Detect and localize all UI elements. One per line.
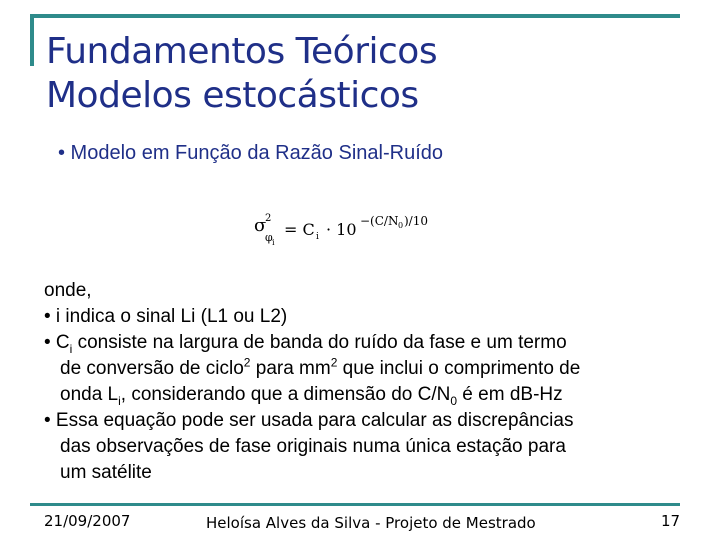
bullet-signal: • i indica o sinal Li (L1 ou L2) xyxy=(44,306,288,327)
bullet-equation-use-line2: das observações de fase originais numa única estação para xyxy=(60,436,566,457)
page-number: 17 xyxy=(661,512,681,530)
bullet-equation-use: • Essa equação pode ser usada para calcular as discrepâncias xyxy=(44,410,574,431)
formula xyxy=(252,207,442,255)
bullet-ci-line3 xyxy=(44,382,684,408)
frame-top-border xyxy=(30,14,680,18)
slide-title xyxy=(46,30,437,118)
bullet-ci-line2 xyxy=(44,356,684,382)
formula-sigma: σ xyxy=(254,215,267,236)
bullet-ci-l2-mid: para mm xyxy=(250,358,331,379)
title-line-2: Modelos estocásticos xyxy=(46,75,419,116)
bullet-ci-l3-post: é em dB-Hz xyxy=(457,384,563,405)
footer-author: Heloísa Alves da Silva - Projeto de Mestrado xyxy=(206,514,536,532)
frame-left-border xyxy=(30,14,34,66)
onde-label: onde, xyxy=(44,280,92,301)
bullet-equation-use-line3: um satélite xyxy=(60,462,152,483)
formula-phi-sub: i xyxy=(272,238,275,247)
formula-phi: φ xyxy=(265,231,273,244)
formula-equals-c: = C xyxy=(284,220,315,239)
formula-c-sub: i xyxy=(316,232,319,242)
bullet-ci-l3-mid: , considerando que a dimensão do C/N xyxy=(120,384,451,405)
bullet-ci-sub: i xyxy=(69,341,73,356)
bullet-ci-l2-sup2: 2 xyxy=(330,355,338,370)
bullet-ci-l2-post: que inclui o comprimento de xyxy=(337,358,581,379)
bullet-ci-l2-sup1: 2 xyxy=(243,355,251,370)
footer-date: 21/09/2007 xyxy=(44,512,131,530)
formula-dot-ten: · 10 xyxy=(326,220,357,239)
frame-bottom-border xyxy=(30,503,680,506)
bullet-ci-l3-pre: onda L xyxy=(60,384,119,405)
bullet-ci-l2-pre: de conversão de ciclo xyxy=(60,358,244,379)
formula-exponent-tail: )/10 xyxy=(404,214,428,228)
formula-exp2: 2 xyxy=(265,213,272,224)
bullet-ci xyxy=(44,330,684,356)
subtitle-bullet: • Modelo em Função da Razão Sinal-Ruído xyxy=(58,142,443,164)
bullet-ci-pre: • C xyxy=(44,332,70,353)
formula-exponent-sub: 0 xyxy=(398,221,404,230)
bullet-ci-post: consiste na largura de banda do ruído da fase e um termo xyxy=(72,332,567,353)
body-text xyxy=(44,278,684,486)
formula-exponent: −(C/N xyxy=(360,214,399,228)
bullet-ci-l3-sub: i xyxy=(118,393,121,408)
title-line-1: Fundamentos Teóricos xyxy=(46,31,438,72)
bullet-ci-l3-sub0: 0 xyxy=(450,393,458,408)
